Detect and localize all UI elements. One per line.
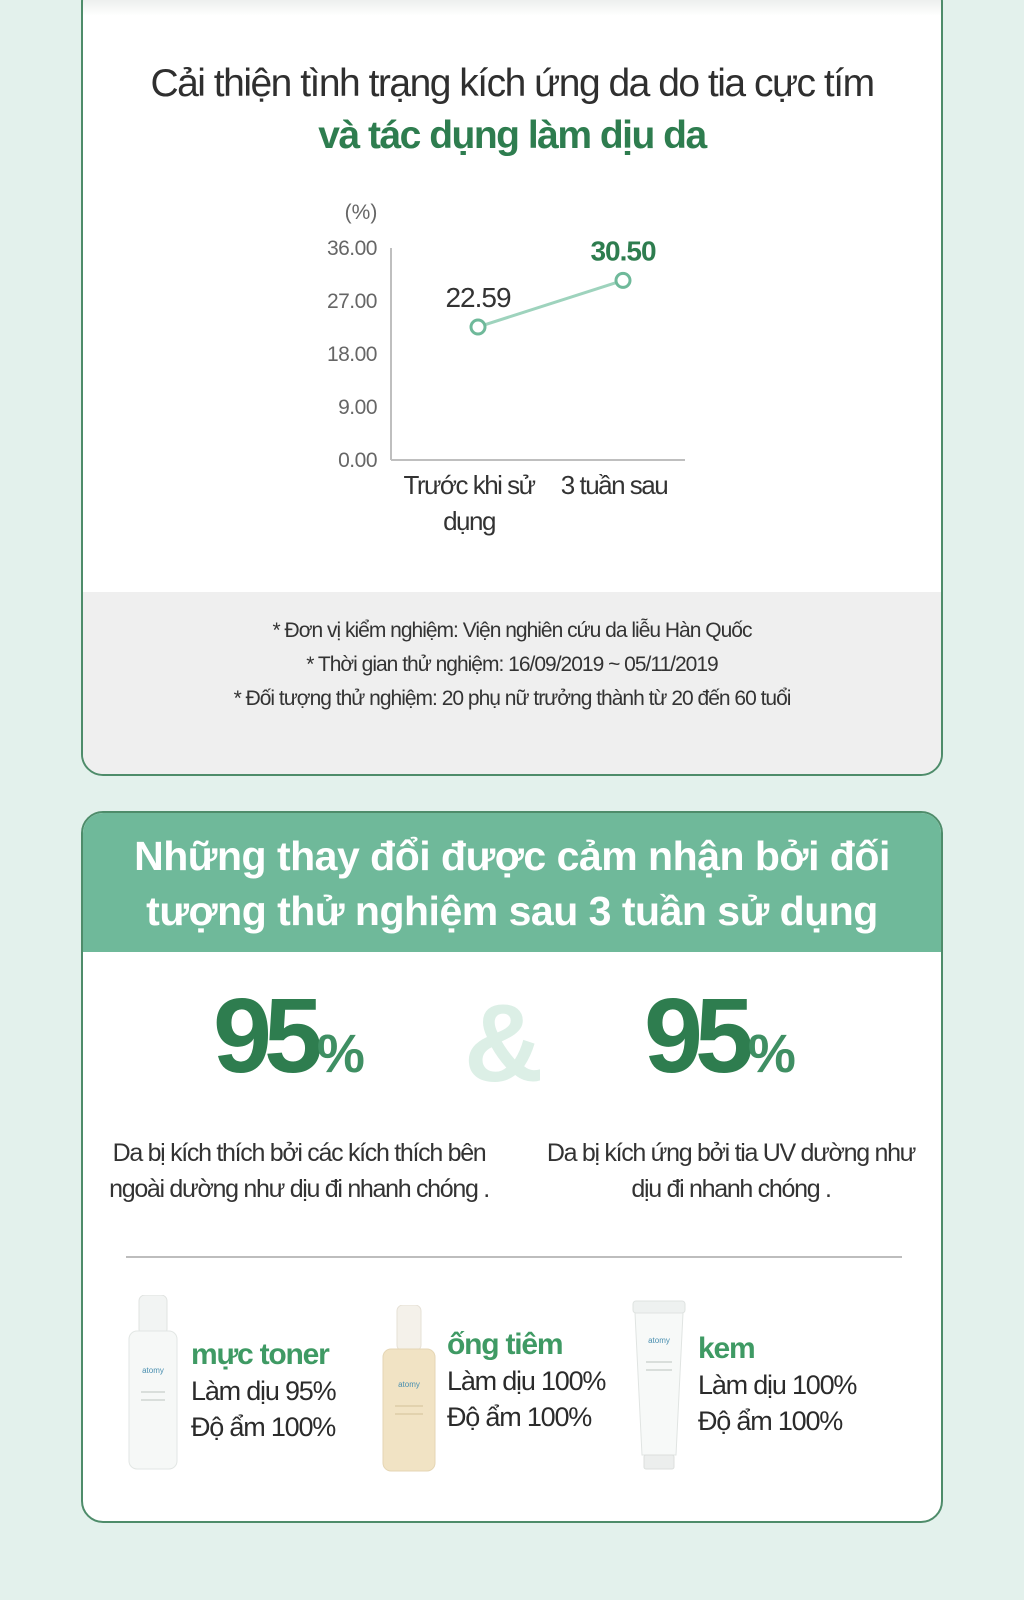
cream-brand-text: atomy	[648, 1336, 670, 1345]
y-tick-label: 27.00	[326, 290, 377, 313]
note-line: * Đối tượng thử nghiệm: 20 phụ nữ trưởng thành từ 20 đến 60 tuổi	[233, 687, 791, 710]
test-notes	[83, 592, 941, 776]
y-tick-label: 36.00	[326, 237, 377, 260]
product-cream	[630, 1295, 890, 1475]
product-name: kem	[698, 1332, 755, 1365]
toner-text	[191, 1337, 335, 1445]
product-moisture: Độ ẩm 100%	[447, 1402, 592, 1432]
product-ampoule	[379, 1295, 629, 1475]
stat-number: 95	[213, 977, 315, 1095]
stat1-description	[83, 1135, 515, 1207]
cream-tube-image	[630, 1299, 688, 1471]
stat-95-uv	[644, 977, 794, 1109]
product-toner	[127, 1295, 367, 1475]
y-tick-label: 0.00	[338, 449, 377, 472]
product-soothing: Làm dịu 100%	[447, 1366, 606, 1396]
ampoule-text	[447, 1327, 605, 1435]
toner-brand-text: atomy	[142, 1366, 164, 1375]
results-header-line2: tượng thử nghiệm sau 3 tuần sử dụng	[146, 888, 878, 934]
note-line: * Thời gian thử nghiệm: 16/09/2019 ~ 05/11/2019	[306, 653, 718, 676]
ampoule-brand-text: atomy	[398, 1380, 420, 1389]
product-moisture: Độ ẩm 100%	[191, 1412, 336, 1442]
y-unit-label: (%)	[344, 201, 378, 224]
data-label: 30.50	[590, 235, 656, 267]
x-tick-label: Trước khi sử	[403, 470, 535, 500]
stat-number: 95	[644, 977, 746, 1095]
data-label: 22.59	[445, 281, 511, 313]
desc-line: Da bị kích ứng bởi tia UV dường như	[546, 1139, 916, 1167]
chart-title-line2: và tác dụng làm dịu da	[318, 114, 706, 157]
results-header	[83, 813, 941, 952]
stat-percent-sign: %	[316, 1024, 363, 1084]
product-soothing: Làm dịu 100%	[698, 1370, 857, 1400]
product-name: ống tiêm	[447, 1328, 563, 1361]
results-header-line1: Những thay đổi được cảm nhận bởi đối	[134, 833, 890, 879]
cream-text	[698, 1331, 856, 1439]
data-point	[616, 273, 630, 287]
chart-card	[81, 0, 943, 776]
data-point	[471, 320, 485, 334]
results-card	[81, 811, 943, 1523]
stat-95-external	[213, 977, 363, 1109]
y-tick-label: 18.00	[326, 343, 377, 366]
desc-line: ngoài dường như dịu đi nhanh chóng .	[109, 1175, 489, 1203]
divider	[126, 1256, 902, 1258]
x-tick-label: dụng	[443, 506, 495, 536]
desc-line: dịu đi nhanh chóng .	[631, 1175, 831, 1203]
chart-title-line1: Cải thiện tình trạng kích ứng da do tia cực tím	[150, 62, 874, 105]
note-line: * Đơn vị kiểm nghiệm: Viện nghiên cứu da liễu Hàn Quốc	[272, 619, 752, 642]
ampersand-mark: &	[464, 982, 544, 1105]
y-tick-label: 9.00	[338, 396, 377, 419]
x-tick-label: 3 tuần sau	[560, 470, 668, 500]
product-soothing: Làm dịu 95%	[191, 1376, 336, 1406]
stat2-description	[517, 1135, 943, 1207]
product-moisture: Độ ẩm 100%	[698, 1406, 843, 1436]
product-name: mực toner	[191, 1338, 329, 1371]
line-chart	[83, 0, 943, 578]
ampoule-bottle-image	[379, 1305, 439, 1473]
desc-line: Da bị kích thích bởi các kích thích bên	[112, 1139, 486, 1167]
toner-bottle-image	[127, 1295, 179, 1471]
stat-percent-sign: %	[747, 1024, 794, 1084]
